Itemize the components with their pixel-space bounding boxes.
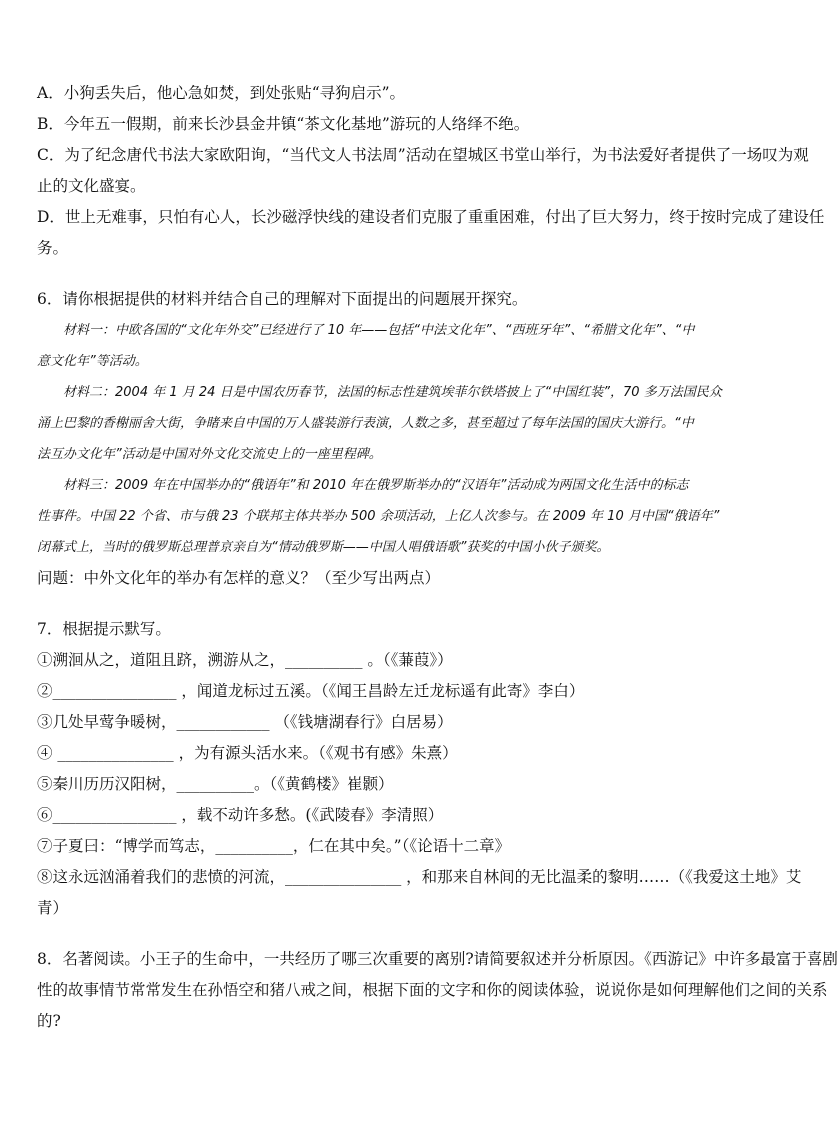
option-d-line-2: 务。 xyxy=(37,239,69,257)
material-2-line-1: 材料二：2004 年 1 月 24 日是中国农历春节，法国的标志性建筑埃菲尔铁塔披上了“中国红装”，70 多万法国民众 xyxy=(63,385,722,400)
question-8-line-1: 8．名著阅读。小王子的生命中，一共经历了哪三次重要的离别?请简要叙述并分析原因。《西游记》中许多最富于喜剧 xyxy=(37,950,838,968)
question-6-stem: 6．请你根据提供的材料并结合自己的理解对下面提出的问题展开探究。 xyxy=(37,290,528,308)
option-c-line-1: C．为了纪念唐代书法大家欧阳询，“当代文人书法周”活动在望城区书堂山举行，为书法爱好者提供了一场叹为观 xyxy=(37,146,809,164)
question-5-options xyxy=(37,78,825,264)
option-a: A．小狗丢失后，他心急如焚，到处张贴“寻狗启示”。 xyxy=(37,84,406,102)
question-6-prompt: 问题：中外文化年的举办有怎样的意义？（至少写出两点） xyxy=(37,569,441,587)
question-8-line-3: 的? xyxy=(37,1012,61,1030)
material-1-line-1: 材料一：中欧各国的“文化年外交”已经进行了 10 年——包括“中法文化年”、“西班牙年”、“希腊文化年”、“中 xyxy=(63,323,695,338)
recitation-item-7: ⑦子夏曰：“博学而笃志，__________，仁在其中矣。”（《论语十二章》 xyxy=(37,837,511,855)
recitation-item-8-line-1: ⑧这永远汹涌着我们的悲愤的河流，_______________ ，和那来自林间的无比温柔的黎明……（《我爱这土地》艾 xyxy=(37,868,802,886)
recitation-item-4: ④ _______________ ，为有源头活水来。（《观书有感》朱熹） xyxy=(37,744,458,762)
recitation-item-2: ②________________ ，闻道龙标过五溪。（《闻王昌龄左迁龙标遥有此寄》李白） xyxy=(37,682,585,700)
material-2-line-2: 涌上巴黎的香榭丽舍大街，争睹来自中国的万人盛装游行表演，人数之多，甚至超过了每年法国的国庆大游行。“中 xyxy=(37,416,694,431)
recitation-item-5: ⑤秦川历历汉阳树，__________。（《黄鹤楼》崔颢） xyxy=(37,775,394,793)
material-3-line-3: 闭幕式上，当时的俄罗斯总理普京亲自为“情动俄罗斯——中国人唱俄语歌”获奖的中国小伙子颁奖。 xyxy=(37,540,610,555)
exam-page xyxy=(37,78,838,1037)
question-8 xyxy=(37,944,838,1037)
question-8-line-2: 性的故事情节常常发生在孙悟空和猪八戒之间，根据下面的文字和你的阅读体验，说说你是如何理解他们之间的关系 xyxy=(37,981,828,999)
question-7 xyxy=(37,614,802,924)
question-6 xyxy=(37,284,757,594)
option-d-line-1: D．世上无难事，只怕有心人，长沙磁浮快线的建设者们克服了重重困难，付出了巨大努力，终于按时完成了建设任 xyxy=(37,208,825,226)
option-c-line-2: 止的文化盛宴。 xyxy=(37,177,146,195)
recitation-item-1: ①溯洄从之，道阻且跻，溯游从之，__________ 。（《蒹葭》） xyxy=(37,651,453,669)
material-1-line-2: 意文化年”等活动。 xyxy=(37,354,148,369)
option-b: B．今年五一假期，前来长沙县金井镇“茶文化基地”游玩的人络绎不绝。 xyxy=(37,115,530,133)
material-2-line-3: 法互办文化年”活动是中国对外文化交流史上的一座里程碑。 xyxy=(37,447,382,462)
recitation-item-8-line-2: 青） xyxy=(37,899,69,917)
material-3-line-1: 材料三：2009 年在中国举办的“俄语年”和 2010 年在俄罗斯举办的“汉语年”活动成为两国文化生活中的标志 xyxy=(63,478,689,493)
recitation-item-3: ③几处早莺争暖树，____________ （《钱塘湖春行》白居易） xyxy=(37,713,453,731)
material-3-line-2: 性事件。中国 22 个省、市与俄 23 个联邦主体共举办 500 余项活动，上亿人次参与。在 2009 年 10 月中国“俄语年” xyxy=(37,509,720,524)
question-7-stem: 7．根据提示默写。 xyxy=(37,620,171,638)
recitation-item-6: ⑥________________ ，载不动许多愁。(《武陵春》李清照） xyxy=(37,806,444,824)
